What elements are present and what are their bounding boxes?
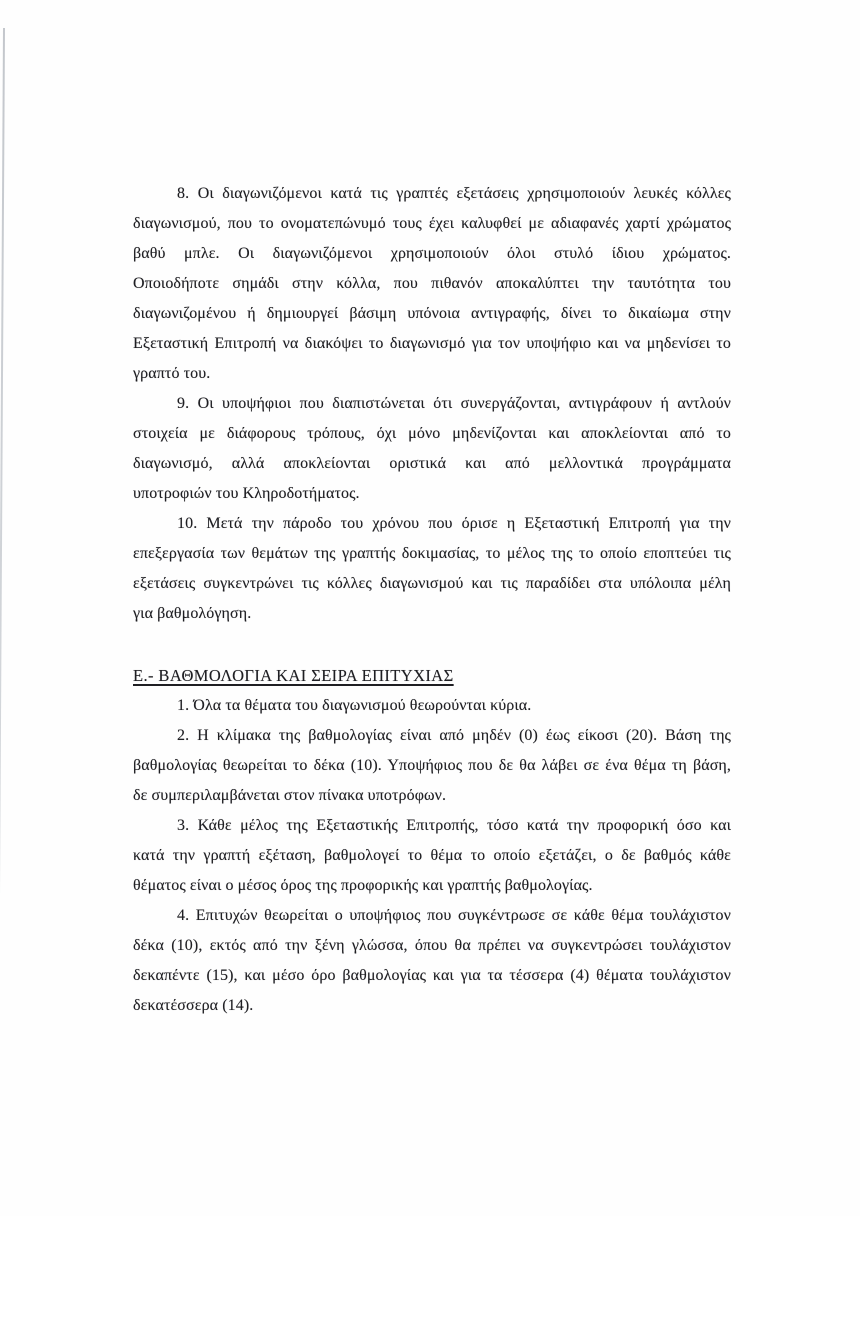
text-line: θέματος είναι ο μέσος όρος της προφορικής και γραπτής βαθμολογίας.	[133, 877, 593, 894]
text-line: διαγωνισμό, αλλά αποκλείονται οριστικά και από μελλοντικά προγράμματα	[133, 455, 731, 472]
text-line: 3. Κάθε μέλος της Εξεταστικής Επιτροπής, τόσο κατά την προφορική όσο και	[177, 817, 731, 834]
section-e-item-1	[133, 691, 731, 721]
text-line: 2. Η κλίμακα της βαθμολογίας είναι από μηδέν (0) έως είκοσι (20). Βάση της	[177, 727, 731, 744]
section-e-item-4	[133, 901, 731, 1021]
document-content	[133, 179, 731, 1021]
text-line: 8. Οι διαγωνιζόμενοι κατά τις γραπτές εξετάσεις χρησιμοποιούν λευκές κόλλες	[177, 185, 731, 202]
rule-item-10	[133, 509, 731, 629]
text-line: γραπτό του.	[133, 365, 211, 382]
text-line: 10. Μετά την πάροδο του χρόνου που όρισε η Εξεταστική Επιτροπή για την	[177, 515, 731, 532]
text-line: υποτροφιών του Κληροδοτήματος.	[133, 485, 360, 502]
text-line: επεξεργασία των θεμάτων της γραπτής δοκιμασίας, το μέλος της το οποίο εποπτεύει τις	[133, 545, 731, 562]
text-line: βαθμολογίας θεωρείται το δέκα (10). Υποψήφιος που δε θα λάβει σε ένα θέμα τη βάση,	[133, 757, 731, 774]
text-line: κατά την γραπτή εξέταση, βαθμολογεί το θέμα το οποίο εξετάζει, ο δε βαθμός κάθε	[133, 847, 731, 864]
text-line: διαγωνισμού, που το ονοματεπώνυμό τους έχει καλυφθεί με αδιαφανές χαρτί χρώματος	[133, 215, 731, 232]
text-line: 9. Οι υποψήφιοι που διαπιστώνεται ότι συνεργάζονται, αντιγράφουν ή αντλούν	[177, 395, 731, 412]
text-line: 4. Επιτυχών θεωρείται ο υποψήφιος που συγκέντρωσε σε κάθε θέμα τουλάχιστον	[177, 907, 731, 924]
text-line: για βαθμολόγηση.	[133, 605, 252, 622]
text-line: 1. Όλα τα θέματα του διαγωνισμού θεωρούνται κύρια.	[177, 697, 532, 714]
rule-item-8	[133, 179, 731, 389]
text-line: δεκατέσσερα (14).	[133, 997, 254, 1014]
text-line: δε συμπεριλαμβάνεται στον πίνακα υποτρόφων.	[133, 787, 447, 804]
section-e-item-2	[133, 721, 731, 811]
text-line: στοιχεία με διάφορους τρόπους, όχι μόνο μηδενίζονται και αποκλείονται από το	[133, 425, 731, 442]
rule-item-9	[133, 389, 731, 509]
text-line: Οποιοδήποτε σημάδι στην κόλλα, που πιθανόν αποκαλύπτει την ταυτότητα του	[133, 275, 731, 292]
section-e-heading: Ε.- ΒΑΘΜΟΛΟΓΙΑ ΚΑΙ ΣΕΙΡΑ ΕΠΙΤΥΧΙΑΣ	[133, 666, 454, 685]
text-line: βαθύ μπλε. Οι διαγωνιζόμενοι χρησιμοποιούν όλοι στυλό ίδιου χρώματος.	[133, 245, 731, 262]
text-line: εξετάσεις συγκεντρώνει τις κόλλες διαγωνισμού και τις παραδίδει στα υπόλοιπα μέλη	[133, 575, 731, 592]
text-line: δέκα (10), εκτός από την ξένη γλώσσα, όπου θα πρέπει να συγκεντρώσει τουλάχιστον	[133, 937, 731, 954]
text-line: διαγωνιζομένου ή δημιουργεί βάσιμη υπόνοια αντιγραφής, δίνει το δικαίωμα στην	[133, 305, 731, 322]
section-e-item-3	[133, 811, 731, 901]
scan-edge-artifact	[0, 28, 5, 1328]
text-line: Εξεταστική Επιτροπή να διακόψει το διαγωνισμό για τον υποψήφιο και να μηδενίσει το	[133, 335, 731, 352]
text-line: δεκαπέντε (15), και μέσο όρο βαθμολογίας και για τα τέσσερα (4) θέματα τουλάχιστον	[133, 967, 731, 984]
